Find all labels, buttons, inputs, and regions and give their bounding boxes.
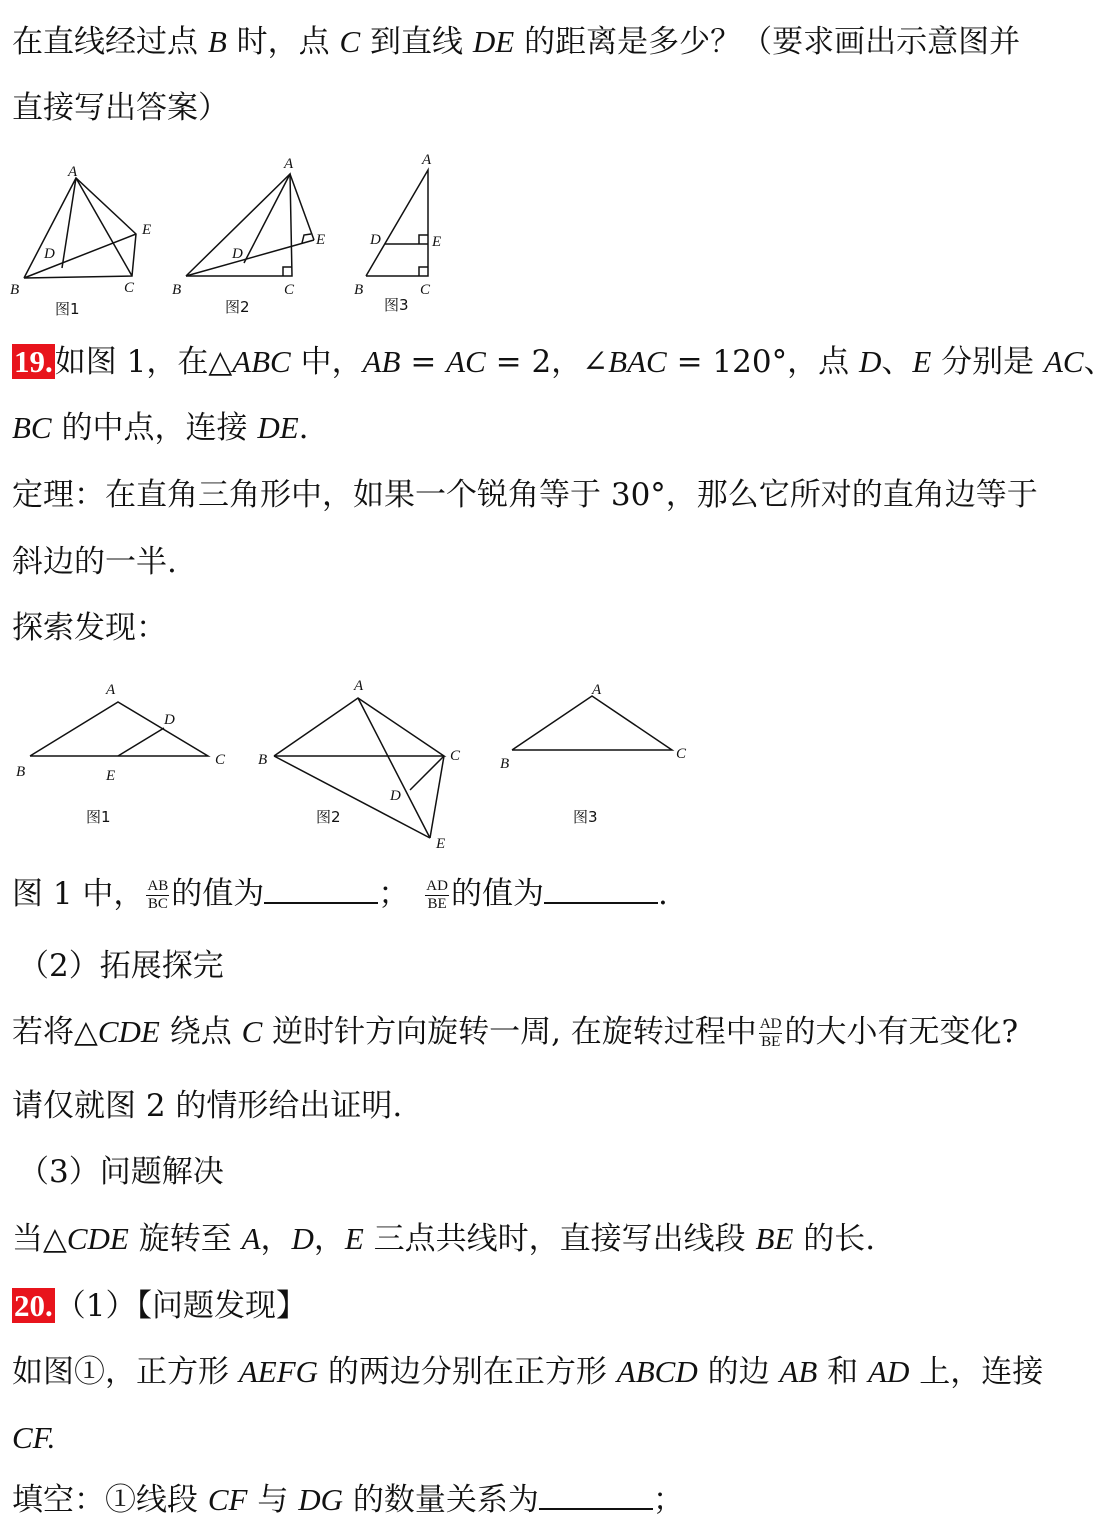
answer-blank-3[interactable] — [539, 1478, 653, 1510]
q20-line1: 如图①，正方形 AEFG 的两边分别在正方形 ABCD 的边 AB 和 AD 上，连接 — [12, 1354, 1044, 1390]
point-label: B — [500, 756, 510, 772]
q20-line2: CF. — [12, 1420, 56, 1455]
answer-blank-2[interactable] — [544, 872, 658, 904]
figure-segment — [30, 702, 208, 756]
q19-part2-title: （2）拓展探完 — [18, 948, 224, 984]
point-label: E — [436, 836, 446, 852]
q19-part2-line1: 若将△CDE 绕点 C 逆时针方向旋转一周, 在旋转过程中 $\frac{AD}{BE}$ 的大小有无变化? — [12, 1014, 1019, 1050]
q19-figure-3 — [500, 682, 687, 826]
point-label: B — [172, 282, 182, 298]
point-label: A — [284, 156, 294, 172]
q19-intro-line1: 19.如图 1，在△ABC 中，AB = AC = 2，∠BAC = 120°，点 D、E 分别是 AC、 — [14, 344, 1115, 380]
answer-blank-1[interactable] — [264, 872, 378, 904]
point-label: A — [422, 152, 432, 168]
point-label: D — [370, 232, 381, 248]
q19-theorem-line1: 定理：在直角三角形中，如果一个锐角等于 30°，那么它所对的直角边等于 — [12, 477, 1038, 513]
point-label: C — [676, 746, 687, 762]
figure-segment — [244, 174, 290, 263]
q19-part3-line: 当△CDE 旋转至 A，D，E 三点共线时，直接写出线段 BE 的长. — [12, 1221, 876, 1257]
q19-intro-line2: BC 的中点，连接 DE. — [12, 410, 309, 446]
fraction-ab-over-bc: $\frac{AB}{BC}$ — [147, 878, 169, 912]
point-label: A — [68, 164, 78, 180]
q19-part1-fill: 图 1 中， $\frac{AB}{BC}$ 的值为 ； $\frac{AD}{BE}$ 的值为 . — [12, 872, 668, 914]
point-label: D — [232, 246, 243, 262]
q19-number-badge: 19. — [14, 344, 53, 379]
point-label: E — [316, 232, 326, 248]
fraction-ad-over-be: $\frac{AD}{BE}$ — [426, 878, 448, 912]
figure-segment — [366, 170, 428, 276]
q19-part2-line2: 请仅就图 2 的情形给出证明. — [12, 1088, 403, 1124]
point-label: D — [390, 788, 401, 804]
q19-explore-heading: 探索发现： — [12, 610, 167, 646]
point-label: B — [354, 282, 364, 298]
figure-segment — [24, 178, 136, 278]
point-label: C — [215, 752, 226, 768]
figure-segment — [274, 756, 430, 838]
q18-text-line1: 在直线经过点 B 时，点 C 到直线 DE 的距离是多少？（要求画出示意图并 — [12, 24, 1021, 60]
figure-segment — [419, 267, 428, 276]
q19-part3-title: （3）问题解决 — [18, 1154, 224, 1190]
point-label: B — [258, 752, 268, 768]
fraction-ad-over-be-2: $\frac{AD}{BE}$ — [759, 1016, 782, 1050]
figure-segment — [512, 696, 672, 750]
figure-segment — [118, 728, 164, 756]
point-label: B — [10, 282, 20, 298]
q18-figure-1 — [10, 164, 151, 318]
q19-fig2-caption: 图2 — [316, 808, 341, 826]
q18-figure-3 — [354, 152, 441, 314]
point-label: A — [106, 682, 116, 698]
q19-theorem-line2: 斜边的一半. — [12, 544, 177, 580]
point-label: E — [106, 768, 116, 784]
point-label: B — [16, 764, 26, 780]
q18-figures — [0, 148, 480, 323]
q18-fig1-caption: 图1 — [55, 300, 80, 318]
q20-title: 20.（1）【问题发现】 — [14, 1288, 307, 1324]
point-label: D — [164, 712, 175, 728]
point-label: E — [142, 222, 152, 238]
q19-figures — [0, 672, 720, 857]
figure-segment — [283, 267, 292, 276]
figure-segment — [76, 178, 132, 276]
q19-fig3-caption: 图3 — [573, 808, 598, 826]
point-label: C — [450, 748, 461, 764]
figure-segment — [419, 235, 428, 244]
point-label: C — [124, 280, 135, 296]
point-label: C — [420, 282, 431, 298]
q19-figure-2 — [258, 678, 461, 852]
point-label: C — [284, 282, 295, 298]
figure-segment — [358, 698, 430, 838]
q18-fig2-caption: 图2 — [225, 298, 250, 316]
q18-figure-2 — [172, 156, 325, 316]
q18-text-line2: 直接写出答案） — [12, 90, 229, 126]
q19-fig1-caption: 图1 — [86, 808, 111, 826]
point-label: A — [592, 682, 602, 698]
q20-fill: 填空：①线段 CF 与 DG 的数量关系为 ； — [12, 1478, 684, 1520]
figure-segment — [290, 174, 314, 240]
point-label: E — [432, 234, 442, 250]
q18-fig3-caption: 图3 — [384, 296, 409, 314]
point-label: A — [354, 678, 364, 694]
point-label: D — [44, 246, 55, 262]
figure-segment — [274, 698, 444, 756]
q19-figure-1 — [16, 682, 226, 826]
q20-number-badge: 20. — [14, 1288, 53, 1323]
